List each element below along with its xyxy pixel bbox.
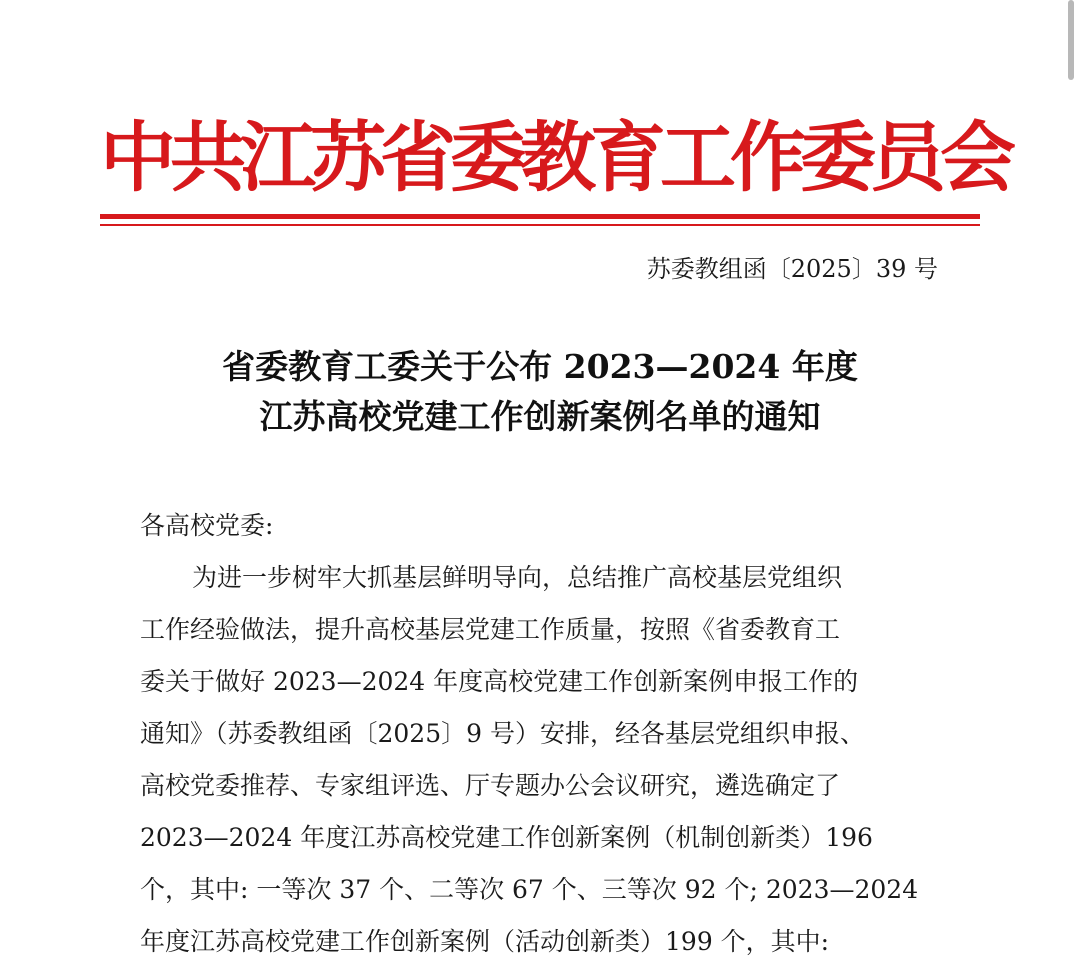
body-line-1: 为进一步树牢大抓基层鲜明导向，总结推广高校基层党组织: [192, 563, 843, 592]
body-line-4: 通知》（苏委教组函〔2025〕9 号）安排，经各基层党组织申报、: [140, 719, 865, 748]
header-red-rule-thick: [100, 214, 980, 219]
title-line-2: 江苏高校党建工作创新案例名单的通知: [259, 397, 821, 436]
title-line-1: 省委教育工委关于公布 2023—2024 年度: [222, 347, 858, 386]
document-body: [140, 500, 940, 968]
body-line-2: 工作经验做法，提升高校基层党建工作质量，按照《省委教育工: [140, 615, 841, 644]
document-number: 苏委教组函〔2025〕39 号: [646, 255, 938, 283]
body-line-8: 年度江苏高校党建工作创新案例（活动创新类）199 个，其中:: [140, 927, 830, 956]
body-line-7: 个，其中: 一等次 37 个、二等次 67 个、三等次 92 个; 2023—2024: [140, 875, 919, 904]
scrollbar[interactable]: [1068, 0, 1074, 80]
header-red-rule-thin: [100, 224, 980, 226]
document-title: [100, 342, 980, 442]
body-line-5: 高校党委推荐、专家组评选、厅专题办公会议研究，遴选确定了: [140, 771, 841, 800]
body-line-6: 2023—2024 年度江苏高校党建工作创新案例（机制创新类）196: [140, 823, 873, 852]
body-line-3: 委关于做好 2023—2024 年度高校党建工作创新案例申报工作的: [140, 667, 859, 696]
salutation: 各高校党委:: [140, 511, 274, 540]
organization-header: 中共江苏省委教育工作委员会: [100, 113, 1010, 202]
